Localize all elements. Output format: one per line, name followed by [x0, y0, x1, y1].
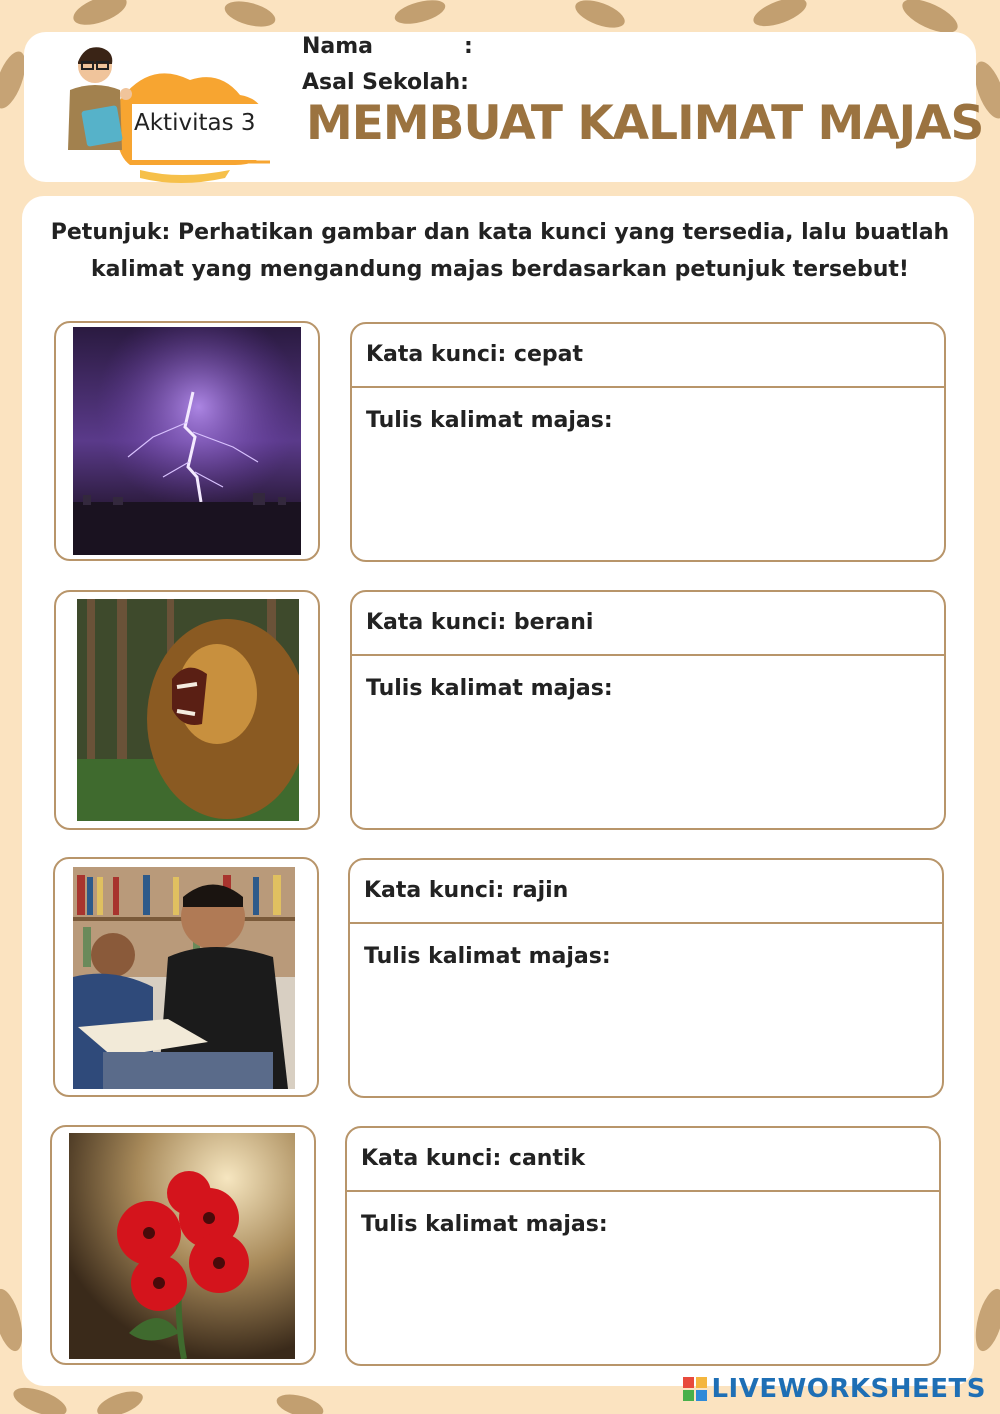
- liveworksheets-icon: [683, 1377, 707, 1401]
- name-label: Nama: [302, 34, 374, 59]
- image-frame-reading: [53, 857, 319, 1097]
- keyword-label: Kata kunci: cantik: [361, 1146, 586, 1171]
- keyword-label: Kata kunci: berani: [366, 610, 594, 635]
- page-title: MEMBUAT KALIMAT MAJAS: [306, 96, 984, 151]
- keyword-label: Kata kunci: cepat: [366, 342, 583, 367]
- divider: [350, 922, 942, 924]
- image-frame-lion: [54, 590, 320, 830]
- instructions-text: Petunjuk: Perhatikan gambar dan kata kunci yang tersedia, lalu buatlah kalimat yang mengandung majas berdasarkan petunjuk tersebut!: [50, 220, 950, 282]
- answer-prompt: Tulis kalimat majas:: [366, 676, 613, 701]
- boys-reading-photo: [73, 867, 295, 1089]
- lion-photo: [77, 599, 299, 821]
- school-label: Asal Sekolah:: [302, 70, 469, 95]
- image-frame-flower: [50, 1125, 316, 1365]
- red-flower-photo: [69, 1133, 295, 1359]
- brand-text: LIVEWORKSHEETS: [711, 1374, 986, 1404]
- keyword-label: Kata kunci: rajin: [364, 878, 569, 903]
- answer-prompt: Tulis kalimat majas:: [366, 408, 613, 433]
- image-frame-lightning: [54, 321, 320, 561]
- activity-label: Aktivitas 3: [134, 110, 256, 136]
- answer-box-3[interactable]: [348, 858, 944, 1098]
- answer-prompt: Tulis kalimat majas:: [361, 1212, 608, 1237]
- answer-box-4[interactable]: [345, 1126, 941, 1366]
- answer-box-1[interactable]: [350, 322, 946, 562]
- divider: [352, 386, 944, 388]
- divider: [347, 1190, 939, 1192]
- name-colon: :: [464, 34, 473, 59]
- answer-prompt: Tulis kalimat majas:: [364, 944, 611, 969]
- answer-box-2[interactable]: [350, 590, 946, 830]
- lightning-photo: [73, 327, 301, 555]
- liveworksheets-logo[interactable]: [683, 1374, 986, 1404]
- divider: [352, 654, 944, 656]
